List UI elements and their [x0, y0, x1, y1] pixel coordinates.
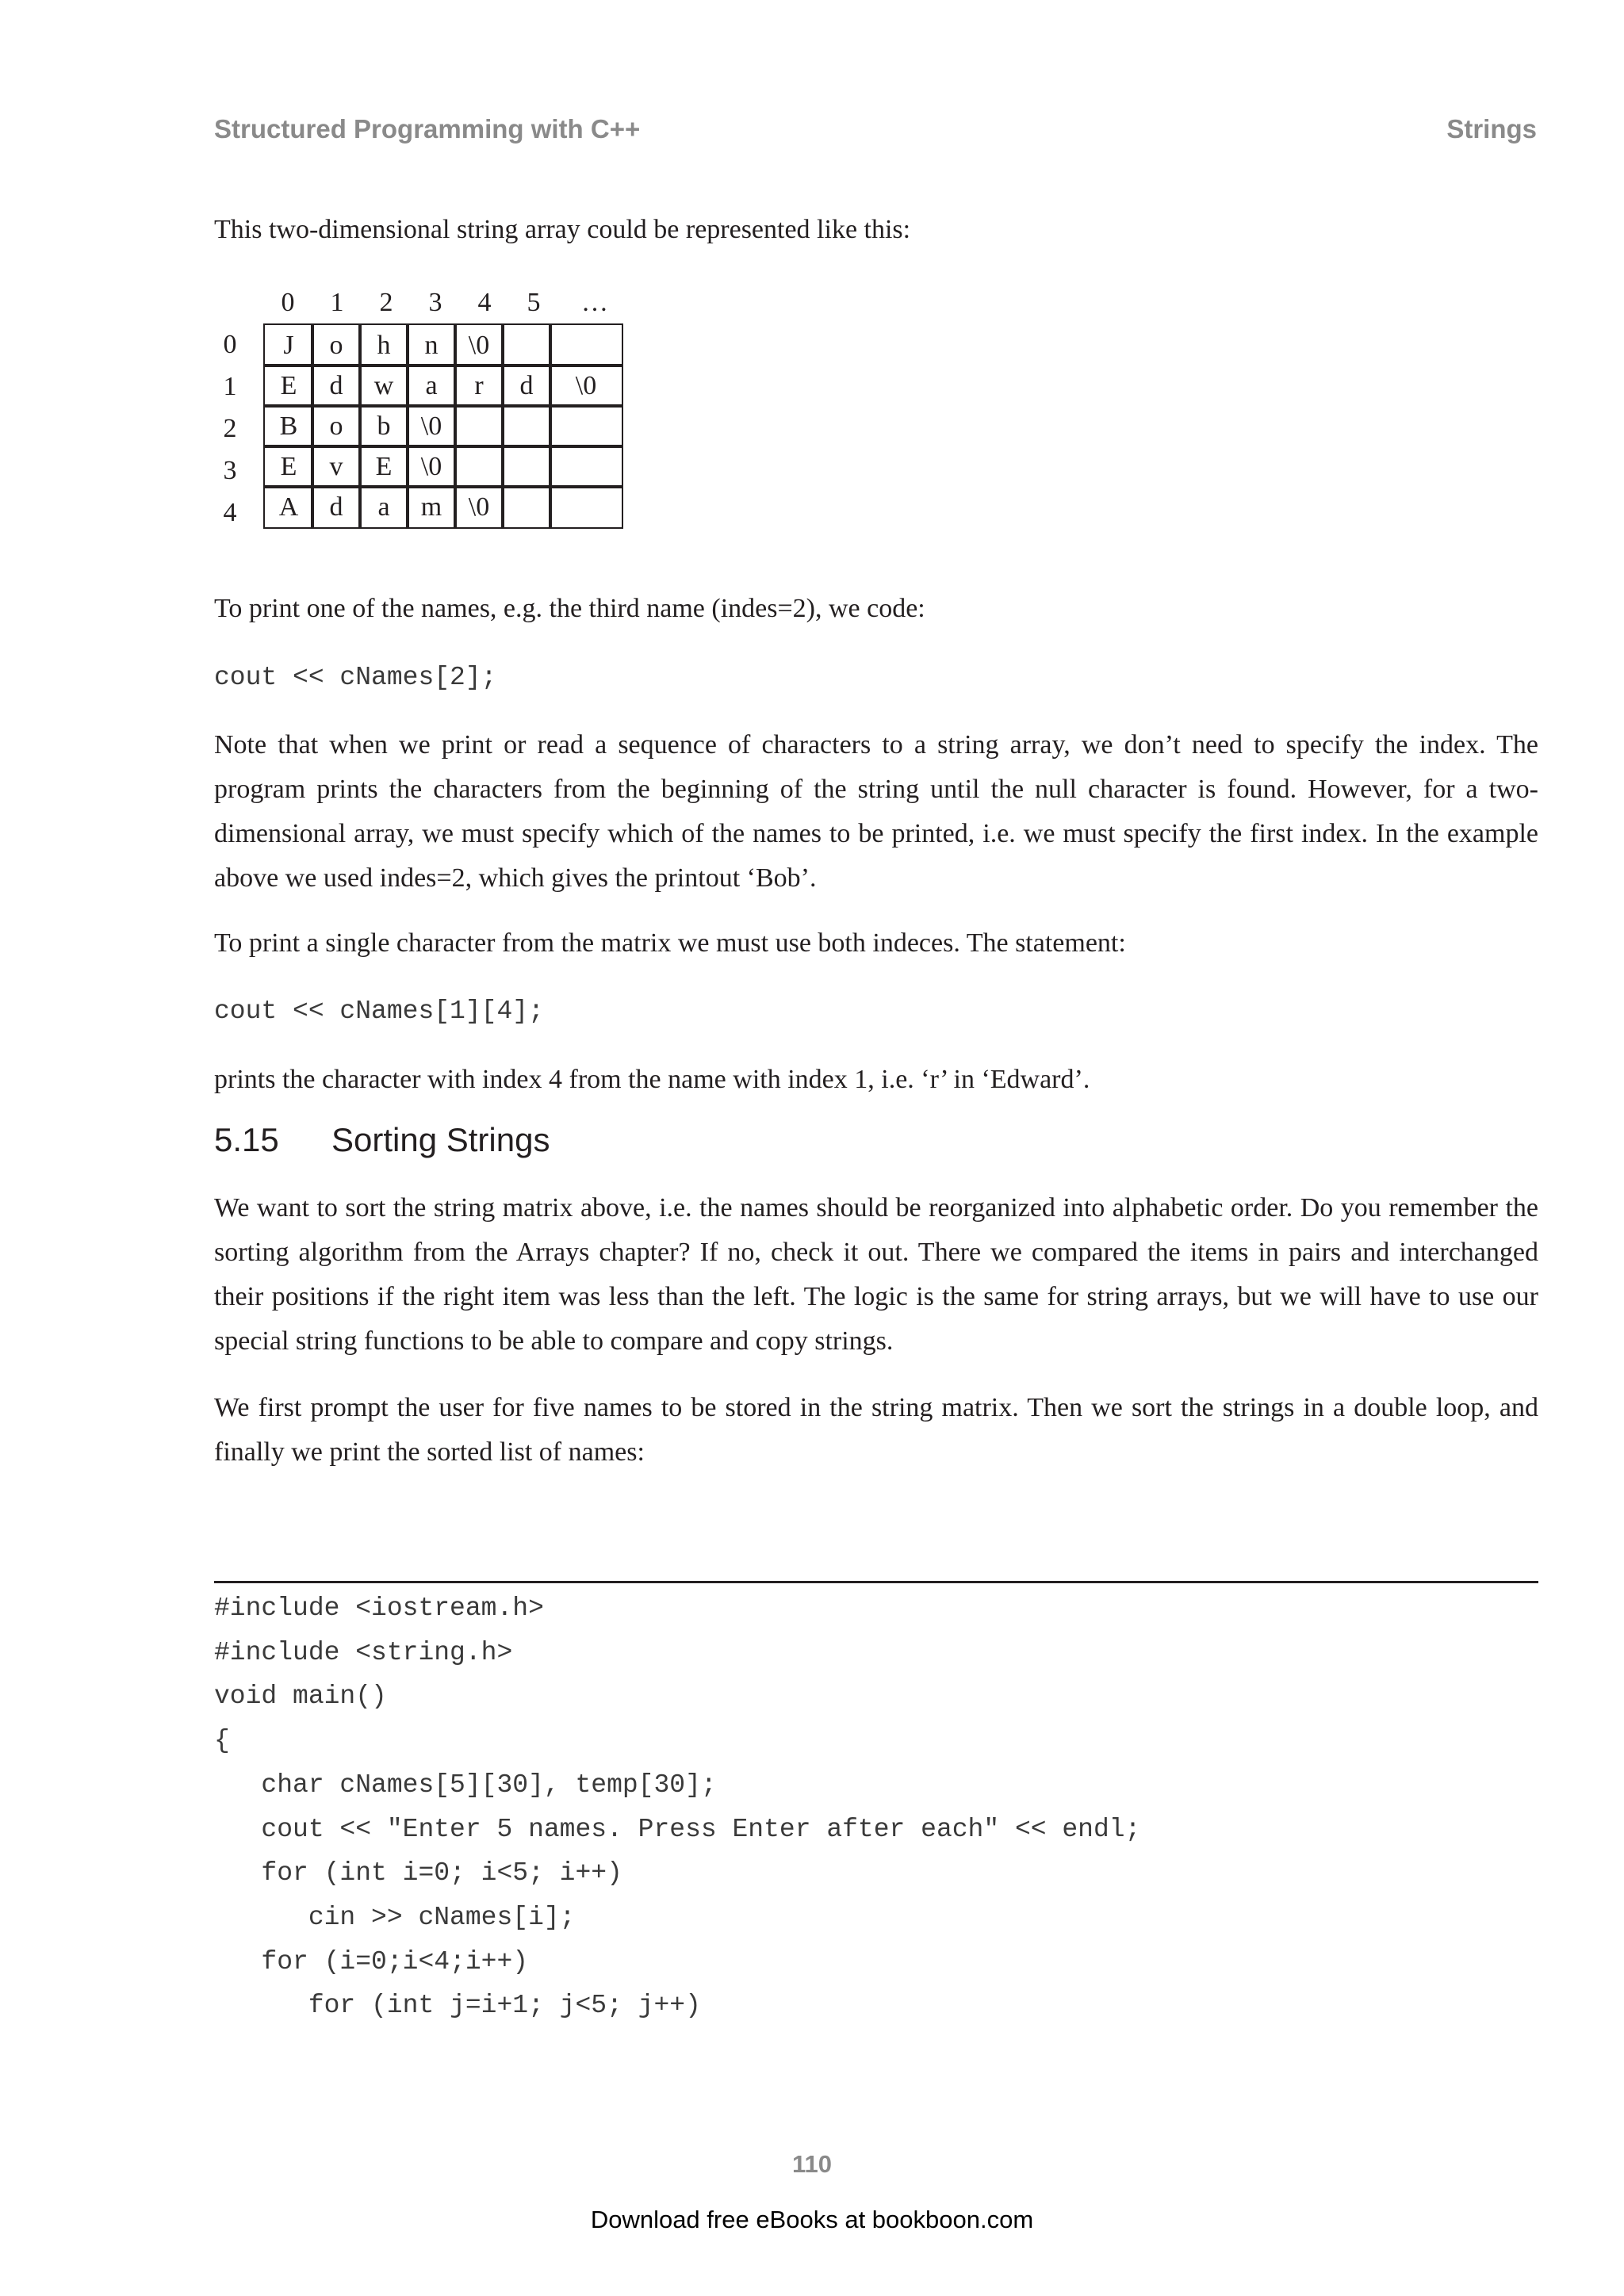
section-number: 5.15 — [214, 1121, 279, 1158]
section-title: Sorting Strings — [331, 1121, 550, 1158]
footer-download-note: Download free eBooks at bookboon.com — [590, 2206, 1034, 2233]
matrix-col-header: 3 — [428, 288, 442, 317]
code-line: void main() — [214, 1682, 387, 1712]
code-line: for (int j=i+1; j<5; j++) — [214, 1991, 701, 2021]
matrix-cell: B — [263, 404, 314, 448]
code-listing-rule — [214, 1581, 1538, 1583]
matrix-cell: \0 — [454, 323, 504, 367]
matrix-cell: E — [263, 364, 314, 408]
matrix-row-header: 4 — [223, 498, 237, 527]
code-line: for (int i=0; i<5; i++) — [214, 1858, 622, 1888]
matrix-cell: \0 — [406, 404, 457, 448]
matrix-cell: w — [358, 364, 409, 408]
single-char-paragraph: To print a single character from the matrix we must use both indeces. The statement: — [214, 928, 1126, 958]
matrix-cell: E — [358, 445, 409, 488]
matrix-cell: \0 — [549, 364, 623, 408]
matrix-row-header: 3 — [223, 456, 237, 485]
matrix-col-header: 4 — [477, 288, 492, 317]
intro-paragraph: This two-dimensional string array could be represented like this: — [214, 215, 911, 244]
code-print-char: cout << cNames[1][4]; — [214, 997, 544, 1026]
matrix-cell — [501, 323, 552, 367]
matrix-cell — [454, 445, 504, 488]
matrix-cell: n — [406, 323, 457, 367]
matrix-cell — [549, 445, 623, 488]
matrix-cell: a — [406, 364, 457, 408]
code-line: cout << "Enter 5 names. Press Enter after each" << endl; — [214, 1814, 1141, 1844]
matrix-cell — [501, 485, 552, 529]
matrix-col-header: 0 — [281, 288, 295, 317]
matrix-col-header: 2 — [379, 288, 393, 317]
print-intro-paragraph: To print one of the names, e.g. the third name (indes=2), we code: — [214, 594, 925, 623]
code-line: char cNames[5][30], temp[30]; — [214, 1770, 717, 1800]
matrix-cell: o — [311, 404, 362, 448]
code-print-name: cout << cNames[2]; — [214, 663, 497, 692]
code-line: #include <iostream.h> — [214, 1594, 544, 1623]
matrix-row-header: 1 — [223, 372, 237, 401]
sort-paragraph: We want to sort the string matrix above, i.e. the names should be reorganized into alphabetic order. Do you remember the sorting algorithm from the Arrays chapter? If no, check it out. There we compared the items in pairs and interchanged their positions if the right item was less than the left. The logic is the same for string arrays, but we will have to use our special string functions to be able to compare and copy strings. — [214, 1193, 1538, 1356]
code-line: for (i=0;i<4;i++) — [214, 1946, 529, 1976]
running-header-title: Structured Programming with C++ — [214, 114, 641, 144]
matrix-cell: v — [311, 445, 362, 488]
running-header-chapter: Strings — [1446, 114, 1537, 144]
matrix-cell: A — [263, 485, 314, 529]
section-heading — [214, 1121, 550, 1159]
matrix-cell: \0 — [406, 445, 457, 488]
matrix-col-header: 5 — [527, 288, 541, 317]
matrix-cell: r — [454, 364, 504, 408]
matrix-cell: m — [406, 485, 457, 529]
matrix-cell — [501, 445, 552, 488]
matrix-cell — [454, 404, 504, 448]
matrix-cell — [549, 404, 623, 448]
matrix-cell: J — [263, 323, 314, 367]
matrix-row-header: 0 — [223, 330, 237, 359]
code-line: cin >> cNames[i]; — [214, 1902, 576, 1932]
note-paragraph: Note that when we print or read a sequence of characters to a string array, we don’t need to specify the index. The program prints the characters from the beginning of the string until the null character is found. However, for a two-dimensional array, we must specify which of the names to be printed, i.e. we must specify the first index. In the example above we used indes=2, which gives the printout ‘Bob’. — [214, 730, 1538, 893]
matrix-row-header: 2 — [223, 414, 237, 443]
matrix-cell: h — [358, 323, 409, 367]
matrix-cell: E — [263, 445, 314, 488]
matrix-cell: d — [501, 364, 552, 408]
matrix-cell — [549, 323, 623, 367]
matrix-cell — [501, 404, 552, 448]
matrix-cell: b — [358, 404, 409, 448]
prompt-paragraph: We first prompt the user for five names to be stored in the string matrix. Then we sort the strings in a double loop, and finally we print the sorted list of names: — [214, 1393, 1538, 1467]
code-line: #include <string.h> — [214, 1637, 513, 1667]
matrix-cell: \0 — [454, 485, 504, 529]
matrix-cell — [549, 485, 623, 529]
matrix-cell: a — [358, 485, 409, 529]
prints-char-paragraph: prints the character with index 4 from the name with index 1, i.e. ‘r’ in ‘Edward’. — [214, 1065, 1090, 1094]
matrix-col-header: 1 — [330, 288, 344, 317]
matrix-cell: d — [311, 485, 362, 529]
matrix-cell: d — [311, 364, 362, 408]
matrix-col-header: … — [581, 288, 608, 317]
matrix-cell: o — [311, 323, 362, 367]
code-line: { — [214, 1726, 230, 1756]
page-number: 110 — [791, 2150, 832, 2178]
